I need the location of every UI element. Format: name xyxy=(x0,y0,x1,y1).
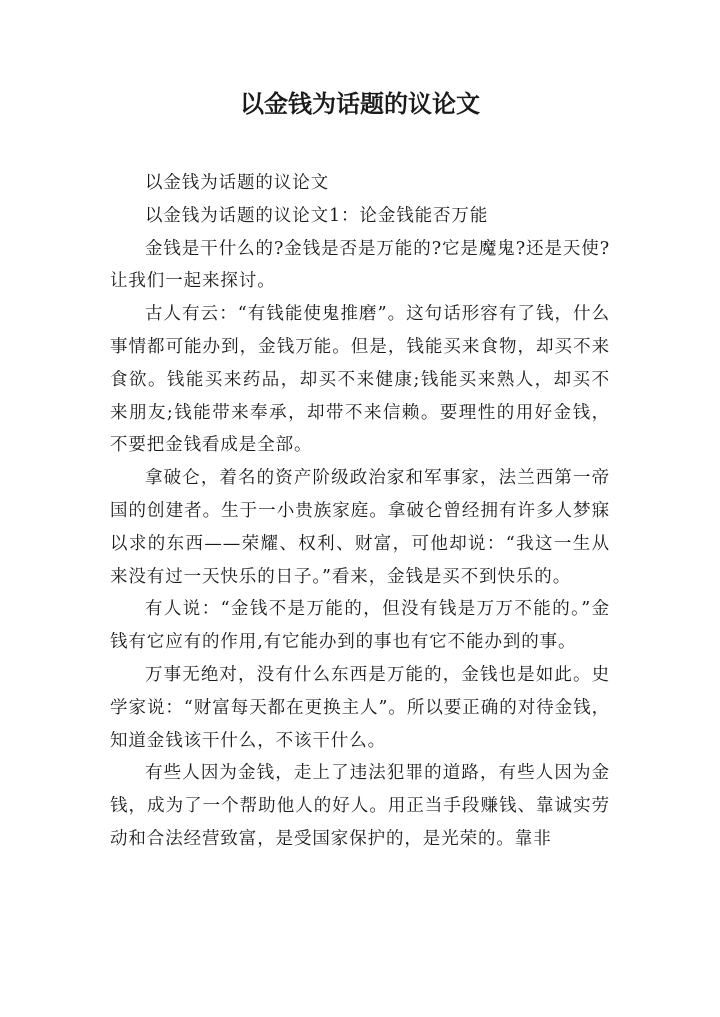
paragraph: 万事无绝对，没有什么东西是万能的，金钱也是如此。史学家说：“财富每天都在更换主人”。所以要正确的对待金钱，知道金钱该干什么，不该干什么。 xyxy=(110,664,610,751)
paragraph: 拿破仑，着名的资产阶级政治家和军事家，法兰西第一帝国的创建者。生于一小贵族家庭。拿破仑曾经拥有许多人梦寐以求的东西——荣耀、权利、财富，可他却说：“我这一生从来没有过一天快乐的日子。”看来，金钱是买不到快乐的。 xyxy=(110,468,610,587)
paragraph: 有些人因为金钱，走上了违法犯罪的道路，有些人因为金钱，成为了一个帮助他人的好人。用正当手段赚钱、靠诚实劳动和合法经营致富，是受国家保护的，是光荣的。靠非 xyxy=(110,763,610,849)
document-title: 以金钱为话题的议论文 xyxy=(240,90,480,118)
paragraph: 金钱是干什么的?金钱是否是万能的?它是魔鬼?还是天使?让我们一起来探讨。 xyxy=(110,238,610,292)
document-body xyxy=(110,167,610,856)
paragraph: 有人说：“金钱不是万能的，但没有钱是万万不能的。”金钱有它应有的作用,有它能办到的事也有它不能办到的事。 xyxy=(110,599,610,653)
paragraph-section-heading: 以金钱为话题的议论文1：论金钱能否万能 xyxy=(145,205,489,226)
paragraph-subtitle: 以金钱为话题的议论文 xyxy=(145,173,329,193)
paragraph: 古人有云：“有钱能使鬼推磨”。这句话形容有了钱，什么事情都可能办到，金钱万能。但是，钱能买来食物，却买不来食欲。钱能买来药品，却买不来健康;钱能买来熟人，却买不来朋友;钱能带来奉承，却带不来信赖。要理性的用好金钱，不要把金钱看成是全部。 xyxy=(110,304,610,456)
